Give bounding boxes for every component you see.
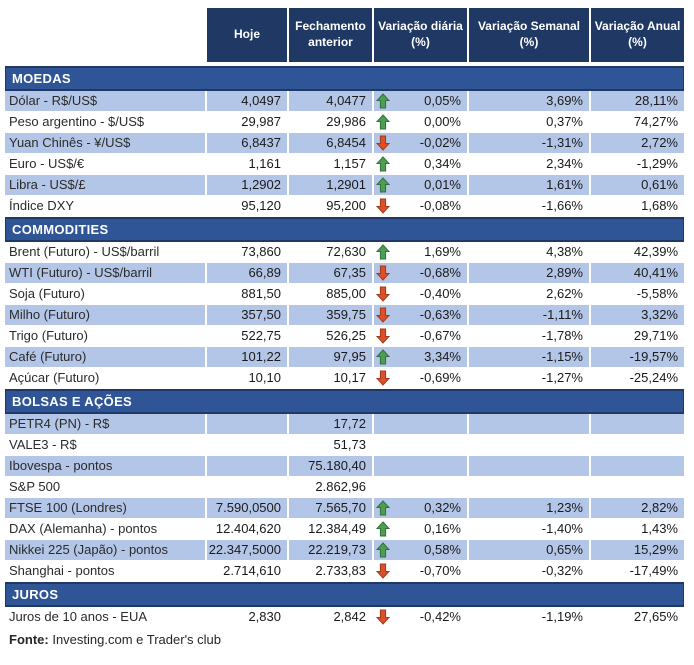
variacao-diaria-cell [372, 607, 467, 627]
hoje-value: 10,10 [205, 368, 287, 388]
fechamento-anterior-value: 1,2901 [287, 175, 372, 195]
row-label: Dólar - R$/US$ [5, 91, 205, 111]
row-label: WTI (Futuro) - US$/barril [5, 263, 205, 283]
variacao-anual-value: 2,72% [589, 133, 684, 153]
variacao-anual-value: 1,43% [589, 519, 684, 539]
variacao-anual-value: 28,11% [589, 91, 684, 111]
row-label: Euro - US$/€ [9, 156, 85, 171]
arrow-down-icon [376, 328, 390, 344]
variacao-anual-value [589, 435, 684, 455]
fechamento-anterior-value: 2,842 [287, 607, 372, 627]
variacao-diaria-value: -0,40% [419, 286, 461, 301]
table-row [5, 498, 684, 519]
hoje-value: 2,830 [205, 607, 287, 627]
fechamento-anterior-value: 97,95 [287, 347, 372, 367]
variacao-semanal-value: -1,27% [467, 368, 589, 388]
fechamento-anterior-value: 885,00 [287, 284, 372, 304]
variacao-diaria-cell [372, 305, 467, 325]
row-label: Açúcar (Futuro) [9, 370, 100, 385]
variacao-diaria-value: -0,02% [419, 135, 461, 150]
variacao-anual-value: 40,41% [589, 263, 684, 283]
variacao-semanal-value: 1,61% [467, 175, 589, 195]
table-row [5, 175, 684, 196]
row-label: Café (Futuro) [5, 347, 205, 367]
arrow-up-icon [376, 156, 390, 172]
variacao-semanal-value: -1,19% [467, 607, 589, 627]
variacao-semanal-value: 4,38% [467, 242, 589, 262]
variacao-semanal-value: 2,89% [467, 263, 589, 283]
variacao-diaria-value: 0,32% [424, 500, 461, 515]
table-row [5, 435, 684, 456]
fechamento-anterior-value: 67,35 [287, 263, 372, 283]
fechamento-anterior-value: 29,986 [287, 112, 372, 132]
variacao-diaria-cell [372, 196, 467, 216]
variacao-diaria-cell [372, 284, 467, 304]
variacao-semanal-value: 0,65% [467, 540, 589, 560]
hoje-value: 12.404,620 [205, 519, 287, 539]
hoje-value: 4,0497 [205, 91, 287, 111]
hoje-value [205, 477, 287, 497]
table-row [5, 284, 684, 305]
row-label: Milho (Futuro) [5, 305, 205, 325]
variacao-anual-value: -17,49% [589, 561, 684, 581]
row-label: Peso argentino - $/US$ [9, 114, 145, 129]
table-row [5, 242, 684, 263]
table-row [5, 133, 684, 154]
variacao-semanal-value [467, 414, 589, 434]
fechamento-anterior-value: 95,200 [287, 196, 372, 216]
hoje-value [205, 414, 287, 434]
variacao-diaria-value: 0,58% [424, 542, 461, 557]
column-header-variacao-diaria: Variação diária (%) [372, 8, 467, 62]
market-table [5, 8, 684, 628]
variacao-diaria-value: -0,70% [419, 563, 461, 578]
hoje-value [205, 435, 287, 455]
table-row [5, 519, 684, 540]
column-header-variacao-semanal: Variação Semanal (%) [467, 8, 589, 62]
variacao-diaria-value: -0,42% [419, 609, 461, 624]
section-header: JUROS [5, 582, 684, 607]
column-header-variacao-anual: Variação Anual (%) [589, 8, 684, 62]
variacao-anual-value: 2,82% [589, 498, 684, 518]
variacao-anual-value: 27,65% [589, 607, 684, 627]
variacao-semanal-value: -0,32% [467, 561, 589, 581]
variacao-semanal-value [467, 477, 589, 497]
table-row [5, 112, 684, 133]
hoje-value: 357,50 [205, 305, 287, 325]
row-label: Libra - US$/£ [5, 175, 205, 195]
arrow-down-icon [376, 265, 390, 281]
variacao-diaria-cell [372, 477, 467, 497]
variacao-anual-value [589, 456, 684, 476]
fechamento-anterior-value: 6,8454 [287, 133, 372, 153]
hoje-value: 29,987 [205, 112, 287, 132]
source-label: Fonte: [9, 632, 49, 647]
variacao-diaria-cell [372, 91, 467, 111]
variacao-anual-value [589, 477, 684, 497]
variacao-semanal-value: 3,69% [467, 91, 589, 111]
hoje-value: 73,860 [205, 242, 287, 262]
row-label: Brent (Futuro) - US$/barril [9, 244, 160, 259]
table-header [5, 8, 684, 62]
corner-cell [5, 8, 205, 62]
variacao-semanal-value: -1,66% [467, 196, 589, 216]
hoje-value: 22.347,5000 [205, 540, 287, 560]
variacao-anual-value: -5,58% [589, 284, 684, 304]
variacao-diaria-value: -0,67% [419, 328, 461, 343]
variacao-anual-value: 15,29% [589, 540, 684, 560]
variacao-semanal-value: -1,11% [467, 305, 589, 325]
source-text: Investing.com e Trader's club [52, 632, 222, 647]
variacao-diaria-cell [372, 154, 467, 174]
fechamento-anterior-value: 72,630 [287, 242, 372, 262]
row-label: Trigo (Futuro) [9, 328, 88, 343]
variacao-diaria-value: -0,68% [419, 265, 461, 280]
arrow-down-icon [376, 370, 390, 386]
table-row [5, 305, 684, 326]
hoje-value: 95,120 [205, 196, 287, 216]
row-label: FTSE 100 (Londres) [5, 498, 205, 518]
variacao-diaria-value: 0,00% [424, 114, 461, 129]
variacao-diaria-cell [372, 540, 467, 560]
variacao-anual-value [589, 414, 684, 434]
arrow-up-icon [376, 93, 390, 109]
row-label: VALE3 - R$ [9, 437, 77, 452]
fechamento-anterior-value: 51,73 [287, 435, 372, 455]
table-row [5, 540, 684, 561]
hoje-value: 7.590,0500 [205, 498, 287, 518]
fechamento-anterior-value: 526,25 [287, 326, 372, 346]
variacao-anual-value: -1,29% [589, 154, 684, 174]
arrow-down-icon [376, 198, 390, 214]
variacao-diaria-cell [372, 347, 467, 367]
fechamento-anterior-value: 10,17 [287, 368, 372, 388]
fechamento-anterior-value: 7.565,70 [287, 498, 372, 518]
hoje-value: 881,50 [205, 284, 287, 304]
arrow-down-icon [376, 307, 390, 323]
hoje-value: 1,2902 [205, 175, 287, 195]
variacao-diaria-value: 1,69% [424, 244, 461, 259]
variacao-diaria-value: 0,16% [424, 521, 461, 536]
table-row [5, 456, 684, 477]
variacao-anual-value: 29,71% [589, 326, 684, 346]
variacao-diaria-cell [372, 519, 467, 539]
source-line [9, 632, 684, 647]
hoje-value: 1,161 [205, 154, 287, 174]
variacao-diaria-value: 0,05% [424, 93, 461, 108]
hoje-value: 522,75 [205, 326, 287, 346]
column-header-hoje: Hoje [205, 8, 287, 62]
fechamento-anterior-value: 1,157 [287, 154, 372, 174]
variacao-semanal-value: -1,15% [467, 347, 589, 367]
column-header-fechamento: Fechamento anterior [287, 8, 372, 62]
row-label: Juros de 10 anos - EUA [9, 609, 148, 624]
variacao-diaria-cell [372, 133, 467, 153]
variacao-semanal-value: 1,23% [467, 498, 589, 518]
variacao-diaria-cell [372, 326, 467, 346]
variacao-diaria-cell [372, 368, 467, 388]
variacao-semanal-value: -1,40% [467, 519, 589, 539]
fechamento-anterior-value: 2.862,96 [287, 477, 372, 497]
table-row [5, 326, 684, 347]
variacao-diaria-cell [372, 112, 467, 132]
variacao-semanal-value: 2,34% [467, 154, 589, 174]
variacao-anual-value: -19,57% [589, 347, 684, 367]
table-row [5, 414, 684, 435]
hoje-value: 101,22 [205, 347, 287, 367]
table-row [5, 477, 684, 498]
variacao-diaria-cell [372, 498, 467, 518]
variacao-diaria-cell [372, 175, 467, 195]
variacao-diaria-value: 0,34% [424, 156, 461, 171]
table-row [5, 561, 684, 582]
variacao-diaria-cell [372, 456, 467, 476]
variacao-semanal-value: -1,78% [467, 326, 589, 346]
section-header: COMMODITIES [5, 217, 684, 242]
variacao-diaria-value: 3,34% [424, 349, 461, 364]
table-row [5, 263, 684, 284]
table-row [5, 91, 684, 112]
variacao-diaria-value: -0,69% [419, 370, 461, 385]
fechamento-anterior-value: 17,72 [287, 414, 372, 434]
table-row [5, 607, 684, 628]
row-label: Yuan Chinês - ¥/US$ [5, 133, 205, 153]
hoje-value: 6,8437 [205, 133, 287, 153]
variacao-anual-value: 3,32% [589, 305, 684, 325]
variacao-diaria-cell [372, 414, 467, 434]
hoje-value [205, 456, 287, 476]
variacao-anual-value: 74,27% [589, 112, 684, 132]
fechamento-anterior-value: 359,75 [287, 305, 372, 325]
row-label: Soja (Futuro) [9, 286, 85, 301]
section-header: BOLSAS E AÇÕES [5, 389, 684, 414]
arrow-up-icon [376, 542, 390, 558]
table-row [5, 347, 684, 368]
row-label: DAX (Alemanha) - pontos [9, 521, 158, 536]
table-row [5, 196, 684, 217]
section-header: MOEDAS [5, 66, 684, 91]
variacao-semanal-value [467, 456, 589, 476]
arrow-up-icon [376, 521, 390, 537]
arrow-down-icon [376, 609, 390, 625]
row-label: Ibovespa - pontos [5, 456, 205, 476]
variacao-diaria-value: 0,01% [424, 177, 461, 192]
fechamento-anterior-value: 22.219,73 [287, 540, 372, 560]
variacao-anual-value: 0,61% [589, 175, 684, 195]
arrow-down-icon [376, 286, 390, 302]
fechamento-anterior-value: 2.733,83 [287, 561, 372, 581]
variacao-diaria-value: -0,08% [419, 198, 461, 213]
variacao-anual-value: 42,39% [589, 242, 684, 262]
hoje-value: 2.714,610 [205, 561, 287, 581]
arrow-up-icon [376, 244, 390, 260]
fechamento-anterior-value: 75.180,40 [287, 456, 372, 476]
arrow-down-icon [376, 135, 390, 151]
variacao-diaria-cell [372, 242, 467, 262]
arrow-up-icon [376, 177, 390, 193]
row-label: S&P 500 [9, 479, 61, 494]
variacao-semanal-value [467, 435, 589, 455]
row-label: Nikkei 225 (Japão) - pontos [5, 540, 205, 560]
row-label: Shanghai - pontos [9, 563, 115, 578]
table-body [5, 66, 684, 628]
variacao-semanal-value: 2,62% [467, 284, 589, 304]
fechamento-anterior-value: 12.384,49 [287, 519, 372, 539]
arrow-up-icon [376, 500, 390, 516]
variacao-semanal-value: -1,31% [467, 133, 589, 153]
arrow-up-icon [376, 349, 390, 365]
variacao-diaria-value: -0,63% [419, 307, 461, 322]
table-row [5, 154, 684, 175]
variacao-diaria-cell [372, 435, 467, 455]
row-label: PETR4 (PN) - R$ [5, 414, 205, 434]
arrow-up-icon [376, 114, 390, 130]
row-label: Índice DXY [9, 198, 75, 213]
variacao-anual-value: -25,24% [589, 368, 684, 388]
variacao-anual-value: 1,68% [589, 196, 684, 216]
variacao-diaria-cell [372, 561, 467, 581]
fechamento-anterior-value: 4,0477 [287, 91, 372, 111]
variacao-semanal-value: 0,37% [467, 112, 589, 132]
table-row [5, 368, 684, 389]
hoje-value: 66,89 [205, 263, 287, 283]
variacao-diaria-cell [372, 263, 467, 283]
arrow-down-icon [376, 563, 390, 579]
